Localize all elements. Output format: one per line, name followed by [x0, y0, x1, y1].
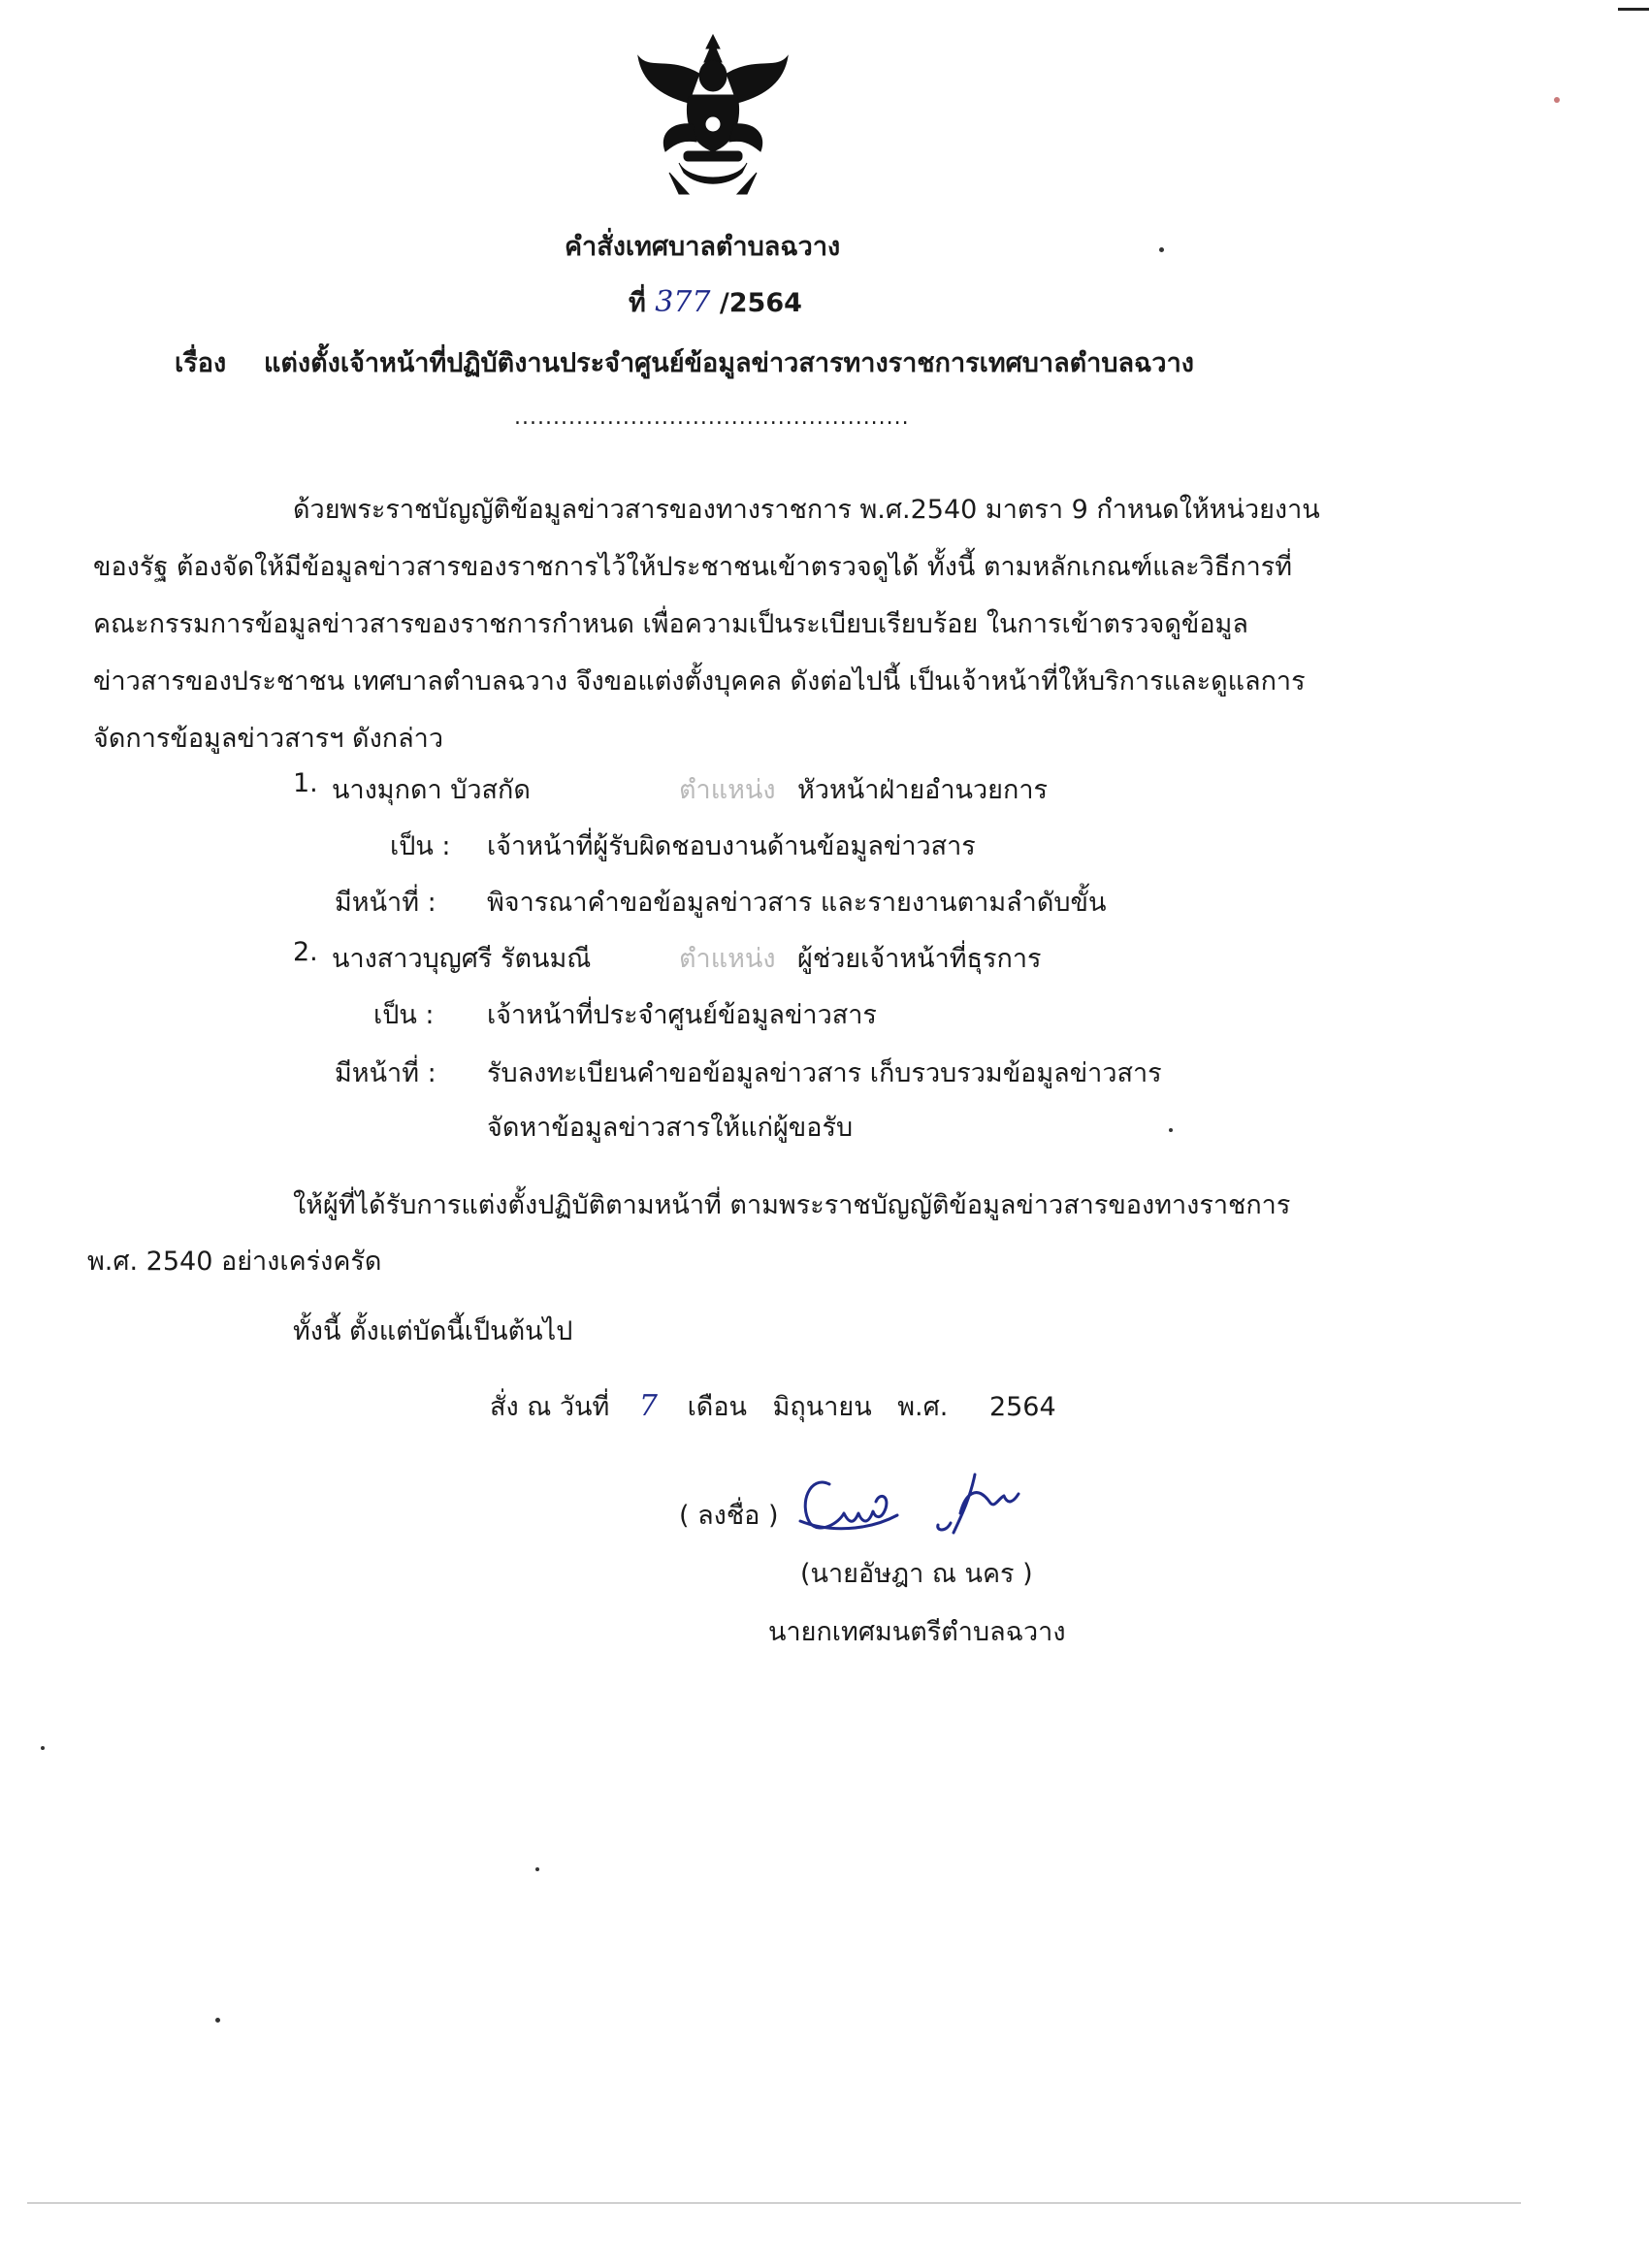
role-label: เป็น : — [373, 1000, 435, 1030]
appointee-duty: รับลงทะเบียนคำขอข้อมูลข่าวสาร เก็บรวบรวมข้อมูลข่าวสาร — [487, 1058, 1162, 1088]
order-number-year: /2564 — [719, 288, 802, 318]
position-label: ตำแหน่ง — [679, 944, 776, 974]
signer-title: นายกเทศมนตรีตำบลฉวาง — [768, 1617, 1066, 1647]
scan-speck — [1169, 1128, 1173, 1132]
closing-line: พ.ศ. 2540 อย่างเคร่งครัด — [87, 1247, 382, 1277]
appointee-name: นางสาวบุญศรี รัตนมณี — [332, 944, 592, 974]
date-year-label: พ.ศ. — [897, 1392, 949, 1422]
intro-line: ข่าวสารของประชาชน เทศบาลตำบลฉวาง จึงขอแต่งตั้งบุคคล ดังต่อไปนี้ เป็นเจ้าหน้าที่ให้บริการและดูแลการ — [93, 666, 1306, 697]
scan-speck — [1159, 247, 1164, 252]
closing-line: ให้ผู้ที่ได้รับการแต่งตั้งปฏิบัติตามหน้าที่ ตามพระราชบัญญัติข้อมูลข่าวสารของทางราชการ — [293, 1190, 1291, 1220]
date-prefix: สั่ง ณ วันที่ — [490, 1392, 610, 1422]
position-label: ตำแหน่ง — [679, 775, 776, 805]
scan-bottom-line — [27, 2202, 1521, 2204]
appointee-role: เจ้าหน้าที่ประจำศูนย์ข้อมูลข่าวสาร — [487, 1000, 877, 1030]
intro-line: คณะกรรมการข้อมูลข่าวสารของราชการกำหนด เพื่อความเป็นระเบียบเรียบร้อย ในการเข้าตรวจดูข้อมูล — [93, 609, 1248, 639]
date-month: มิถุนายน — [772, 1392, 872, 1422]
title-separator: ................................................... — [514, 405, 910, 430]
order-number-handwritten: 377 — [655, 285, 711, 319]
effective-line: ทั้งนี้ ตั้งแต่บัดนี้เป็นต้นไป — [293, 1316, 573, 1346]
scan-speck — [535, 1867, 539, 1871]
intro-line: จัดการข้อมูลข่าวสารฯ ดังกล่าว — [93, 724, 443, 754]
scan-speck — [215, 2018, 220, 2023]
garuda-emblem-icon — [630, 27, 795, 207]
duty-label: มีหน้าที่ : — [335, 1058, 436, 1088]
date-year: 2564 — [988, 1392, 1056, 1422]
order-date — [490, 1385, 1056, 1427]
appointee-number: 2. — [293, 937, 318, 967]
appointee-duty: พิจารณาคำขอข้อมูลข่าวสาร และรายงานตามลำดับขั้น — [487, 888, 1107, 918]
date-day: 7 — [638, 1389, 658, 1423]
subject-text: แต่งตั้งเจ้าหน้าที่ปฏิบัติงานประจำศูนย์ข้อมูลข่าวสารทางราชการเทศบาลตำบลฉวาง — [264, 348, 1194, 378]
appointee-number: 1. — [293, 768, 318, 798]
sign-label: ( ลงชื่อ ) — [679, 1501, 779, 1531]
signer-name: (นายอัษฎา ณ นคร ) — [800, 1559, 1033, 1589]
scan-edge-mark — [1618, 8, 1649, 11]
intro-line: ของรัฐ ต้องจัดให้มีข้อมูลข่าวสารของราชการไว้ให้ประชาชนเข้าตรวจดูได้ ทั้งนี้ ตามหลักเกณฑ์และวิธีการที่ — [93, 552, 1293, 582]
signature-image — [791, 1455, 1043, 1542]
appointee-duty: จัดหาข้อมูลข่าวสารให้แก่ผู้ขอรับ — [487, 1113, 854, 1143]
appointee-role: เจ้าหน้าที่ผู้รับผิดชอบงานด้านข้อมูลข่าวสาร — [487, 831, 976, 861]
subject-label: เรื่อง — [175, 348, 227, 378]
intro-line: ด้วยพระราชบัญญัติข้อมูลข่าวสารของทางราชการ พ.ศ.2540 มาตรา 9 กำหนดให้หน่วยงาน — [293, 495, 1320, 525]
duty-label: มีหน้าที่ : — [335, 888, 436, 918]
scan-speck — [41, 1746, 45, 1750]
appointee-name: นางมุกดา บัวสกัด — [332, 775, 531, 805]
appointee-position: ผู้ช่วยเจ้าหน้าที่ธุรการ — [797, 944, 1042, 974]
scan-speck — [1554, 97, 1560, 103]
order-title: คำสั่งเทศบาลตำบลฉวาง — [565, 232, 841, 262]
role-label: เป็น : — [390, 831, 451, 861]
appointee-position: หัวหน้าฝ่ายอำนวยการ — [797, 775, 1049, 805]
order-number-prefix: ที่ — [629, 288, 646, 318]
date-month-label: เดือน — [687, 1392, 748, 1422]
order-number — [629, 281, 802, 323]
